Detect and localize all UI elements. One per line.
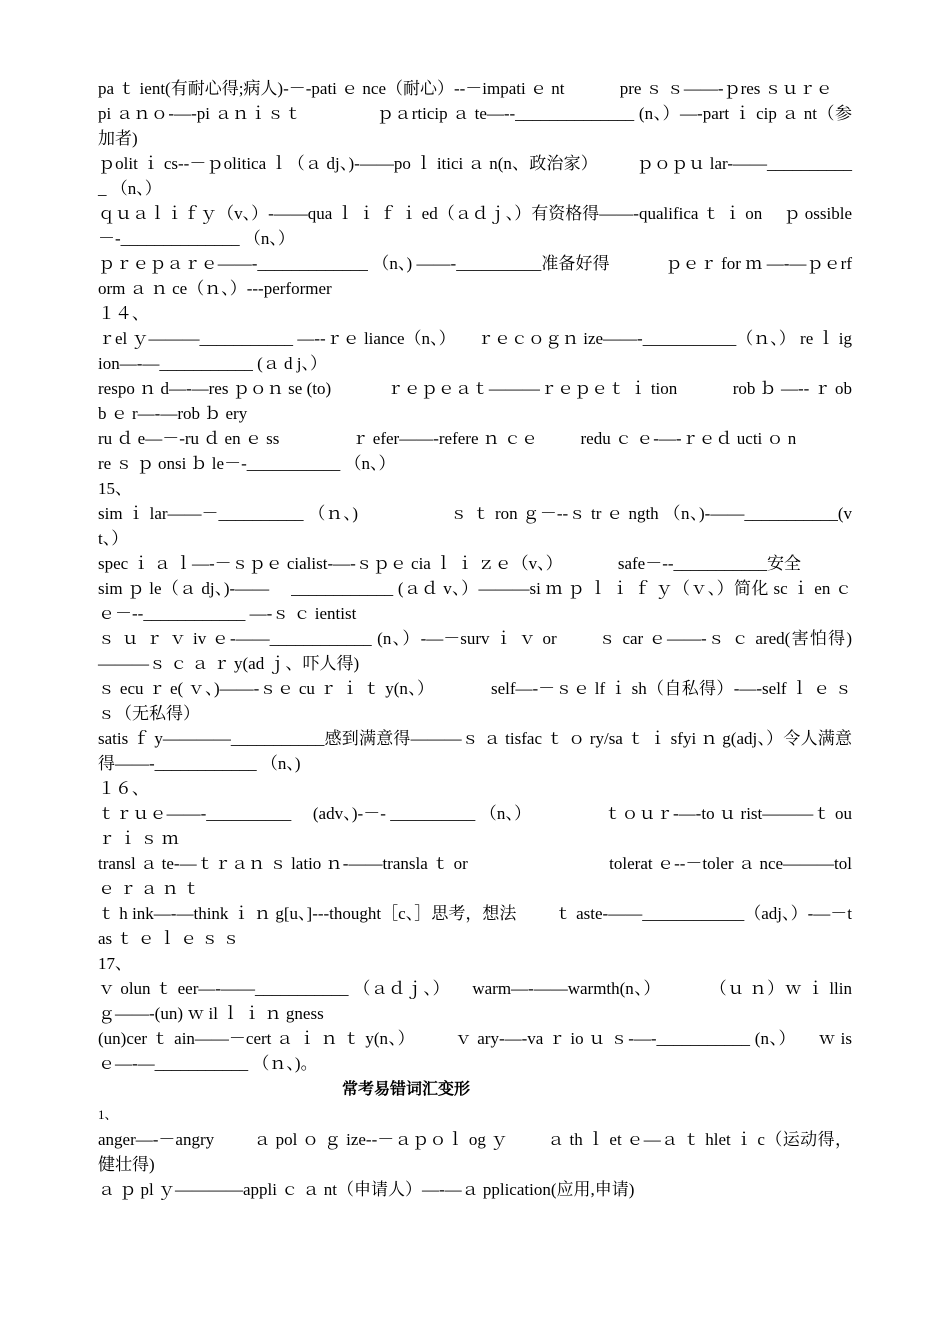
text-line-14: sim ｐ le（ａ dj、)-—— ____________ (ａｄ v、）———si ｍ ｐ ｌ ｉ ｆ ｙ（ｖ、）简化 sc ｉ en ｃ ｅ－--____________ —-ｓ ｃ ientist [98, 579, 852, 623]
text-line-24: (un)cer ｔ ain——－cert ａ ｉ ｎ ｔ y(n、） ｖ ary-—-va ｒ io ｕ ｓ-—-___________ (n、） ｗ is ｅ—-—___________ （ｎ、)。 [98, 1029, 852, 1073]
section-heading: 常考易错词汇变形 [342, 1079, 471, 1098]
text-line-9: ru ｄ e—－-ru ｄ en ｅ ss ｒ efer——-refere ｎ ｃｅ redu ｃ ｅ-—-ｒｅｄ ucti ｏ n [98, 429, 797, 448]
text-line-7: ｒel ｙ———___________ —--ｒｅ liance（n、） ｒｅｃｏｇｎ ize——-___________（ｎ、） re ｌ igion—-—___________ (ａ d j、） [98, 329, 852, 373]
text-line-1: pa ｔ ient(有耐心得;病人)-－-pati ｅ nce（耐心）--－impati ｅ nt pre ｓ ｓ——-ｐres ｓｕｒｅ [98, 79, 833, 98]
document-page [98, 76, 852, 1202]
text-line-3: ｐolit ｉ cs--－ｐolitica ｌ（ａ dj、)-——po ｌ itici ａ n(n、政治家） ｐｏｐｕ lar-——___________ （n、） [98, 154, 852, 198]
text-line-4: ｑｕａｌｉｆｙ（v、）-——qua ｌ ｉ ｆ ｉ ed（ａｄｊ、）有资格得——-qualifica ｔ ｉ on ｐ ossible－-______________ （n、） [98, 204, 852, 248]
text-line-10: re ｓ ｐ onsi ｂ le－-___________ （n、） [98, 454, 396, 473]
section-number-14: １４、 [98, 304, 149, 323]
text-line-23: ｖ olun ｔ eer—-——___________ （ａｄｊ、） warm—-——warmth(n、） （ｕ ｎ）ｗ ｉ llin ｇ——-(un) ｗ il ｌ ｉ ｎ gness [98, 979, 852, 1023]
text-line-17: satis ｆ y————___________感到满意得———ｓ ａ tisfac ｔ ｏ ry/sa ｔ ｉ sfyi ｎ g(adj、）令人满意得——-____________ （n、) [98, 729, 852, 773]
text-line-8: respo ｎ d—-—res ｐｏｎ se (to) ｒｅｐｅａｔ———ｒｅｐｅｔ ｉ tion rob ｂ —-- ｒ obb ｅ r—-—rob ｂ ery [98, 379, 852, 423]
section-number-15: 15、 [98, 479, 132, 498]
section-number-16: １６、 [98, 779, 149, 798]
text-line-21: ｔ h ink—-—think ｉ ｎ g[u、]---thought［c、］思考，想法 ｔ aste-——____________（adj、）-—－tas ｔ ｅ ｌ ｅ ｓ ｓ [98, 904, 852, 948]
section-number-1: 1、 [98, 1107, 118, 1122]
text-line-after-2: ａ ｐ pl ｙ————appli ｃ ａ nt（申请人）—-—ａ pplication(应用,申请) [98, 1180, 635, 1199]
text-line-2: pi ａｎｏ-—-pi ａｎｉｓｔ ｐａrticip ａ te—--______________ (n、）—-part ｉ cip ａ nt（参加者) [98, 104, 852, 148]
text-line-15: ｓ ｕ ｒ ｖ iv ｅ-——____________ (n、）-—－surv ｉ ｖ or ｓ car ｅ——-ｓ ｃ ared(害怕得)———ｓ ｃ ａ ｒ y(ad ｊ、吓人得) [98, 629, 852, 673]
text-line-after-1: anger—-－angry ａ pol ｏ ｇ ize--－ａｐｏｌ og ｙ ａ th ｌ et ｅ—ａ ｔ hlet ｉ c（运动得，健壮得) [98, 1130, 852, 1174]
text-line-12: sim ｉ lar——－__________ （ｎ、) ｓ ｔ ron ｇ－--ｓ tr ｅ ngth （n、)-——___________(vt、） [98, 504, 852, 548]
text-line-20: transl ａ te-—ｔｒａｎ ｓ latio ｎ-——transla ｔ or tolerat ｅ--－toler ａ nce———tol ｅ ｒ ａ ｎ ｔ [98, 854, 852, 898]
text-line-5: ｐｒｅｐａｒｅ——-_____________ （n、) ——-__________准备好得 ｐｅｒ for ｍ —-—ｐｅrform ａ ｎ ce（ｎ、）---performer [98, 254, 852, 298]
section-number-17: 17、 [98, 954, 132, 973]
text-line-13: spec ｉ ａ ｌ—-－ｓｐｅ cialist-—-ｓｐｅ cia ｌ ｉ ｚｅ（v、） safe－--___________安全 [98, 554, 802, 573]
text-line-19: ｔｒｕｅ——-__________ (adv、)-－- __________ （n、） ｔｏｕｒ-—-to ｕ rist———ｔ ou ｒ ｉ ｓ ｍ [98, 804, 852, 848]
text-line-16: ｓ ecu ｒ e( ｖ、)——-ｓｅ cu ｒ ｉ ｔ y(n、） self—-－ｓｅ lf ｉ sh（自私得）-—-self ｌ ｅ ｓ ｓ（无私得） [98, 679, 852, 723]
